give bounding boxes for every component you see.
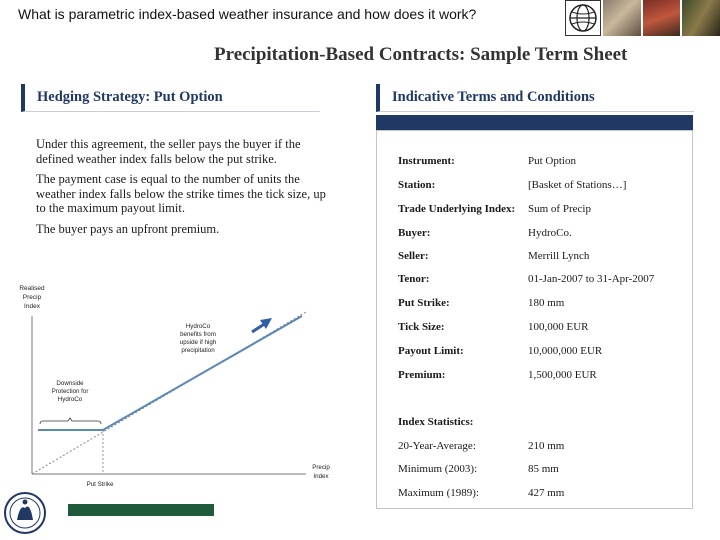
term-row [398, 227, 688, 239]
term-label: Payout Limit: [398, 345, 464, 357]
upside-label-line: precipitation [181, 347, 215, 354]
downside-label-line: HydroCo [57, 396, 83, 403]
term-row [398, 345, 688, 357]
term-label: Premium: [398, 369, 446, 381]
stat-label: 20-Year-Average: [398, 440, 476, 452]
terms-conditions-header: Indicative Terms and Conditions [376, 84, 694, 112]
term-row [398, 297, 688, 309]
index-statistics-heading: Index Statistics: [398, 416, 474, 428]
banner-photo-market [643, 0, 681, 36]
y-axis-label-line: Precip [22, 294, 42, 301]
upside-label-line: upside if high [179, 339, 217, 346]
upside-label-line: benefits from [180, 331, 216, 338]
institution-seal-icon [3, 488, 48, 538]
term-label: Station: [398, 179, 436, 191]
term-label: Instrument: [398, 155, 455, 167]
header-banner [565, 0, 720, 36]
payoff-line [38, 316, 302, 430]
term-label: Buyer: [398, 227, 431, 239]
term-row [398, 321, 688, 333]
put-option-payoff-diagram [14, 284, 344, 494]
upside-label-line: HydroCo [185, 323, 211, 330]
downside-label-line: Protection for [51, 388, 89, 395]
stat-label: Maximum (1989): [398, 487, 479, 499]
hedging-strategy-header: Hedging Strategy: Put Option [21, 84, 320, 112]
term-value: 100,000 EUR [528, 321, 589, 333]
term-label: Tenor: [398, 273, 430, 285]
page-heading: Precipitation-Based Contracts: Sample Term Sheet [214, 44, 628, 65]
stat-value: 210 mm [528, 440, 565, 452]
downside-label-line: Downside [56, 380, 84, 387]
y-axis-label-line: Realised [19, 285, 45, 292]
term-value: Sum of Precip [528, 203, 591, 215]
strategy-paragraph: The buyer pays an upfront premium. [36, 221, 220, 236]
stat-row [398, 463, 688, 475]
stat-row [398, 440, 688, 452]
slide-title: What is parametric index-based weather insurance and how does it work? [18, 6, 477, 22]
banner-photo-workers [682, 0, 720, 36]
term-value: 10,000,000 EUR [528, 345, 603, 357]
term-value: 01-Jan-2007 to 31-Apr-2007 [528, 273, 655, 285]
term-value: HydroCo. [528, 227, 572, 239]
term-row [398, 203, 688, 215]
term-value: 1,500,000 EUR [528, 369, 597, 381]
term-row [398, 250, 688, 262]
stat-row [398, 487, 688, 499]
term-value: [Basket of Stations…] [528, 179, 627, 191]
stat-value: 85 mm [528, 463, 559, 475]
stat-label: Minimum (2003): [398, 463, 478, 475]
term-value: 180 mm [528, 297, 565, 309]
term-row [398, 273, 688, 285]
banner-photo-money [603, 0, 641, 36]
term-label: Seller: [398, 250, 429, 262]
x-axis-label-line: Precip [312, 464, 330, 471]
term-label: Put Strike: [398, 297, 450, 309]
term-value: Merrill Lynch [528, 250, 590, 262]
term-label: Tick Size: [398, 321, 445, 333]
strike-label: Put Strike [86, 481, 114, 488]
term-row [398, 179, 688, 191]
stat-value: 427 mm [528, 487, 565, 499]
strategy-paragraph: Under this agreement, the seller pays the buyer if the defined weather index falls below the put strike. [36, 137, 301, 166]
term-row [398, 369, 688, 381]
footer-accent-bar [68, 504, 214, 516]
y-axis-label-line: Index [24, 303, 40, 310]
term-value: Put Option [528, 155, 576, 167]
strategy-description [36, 137, 336, 242]
terms-header-bar [376, 115, 693, 130]
upside-arrow-icon [252, 318, 272, 332]
x-axis-label-line: Index [313, 473, 329, 480]
term-row [398, 155, 688, 167]
term-label: Trade Underlying Index: [398, 203, 516, 215]
strategy-paragraph: The payment case is equal to the number of units the weather index falls below the strike times the tick size, up to the maximum payout limit. [36, 172, 326, 215]
world-bank-globe-icon [565, 0, 601, 36]
downside-brace [40, 418, 101, 424]
